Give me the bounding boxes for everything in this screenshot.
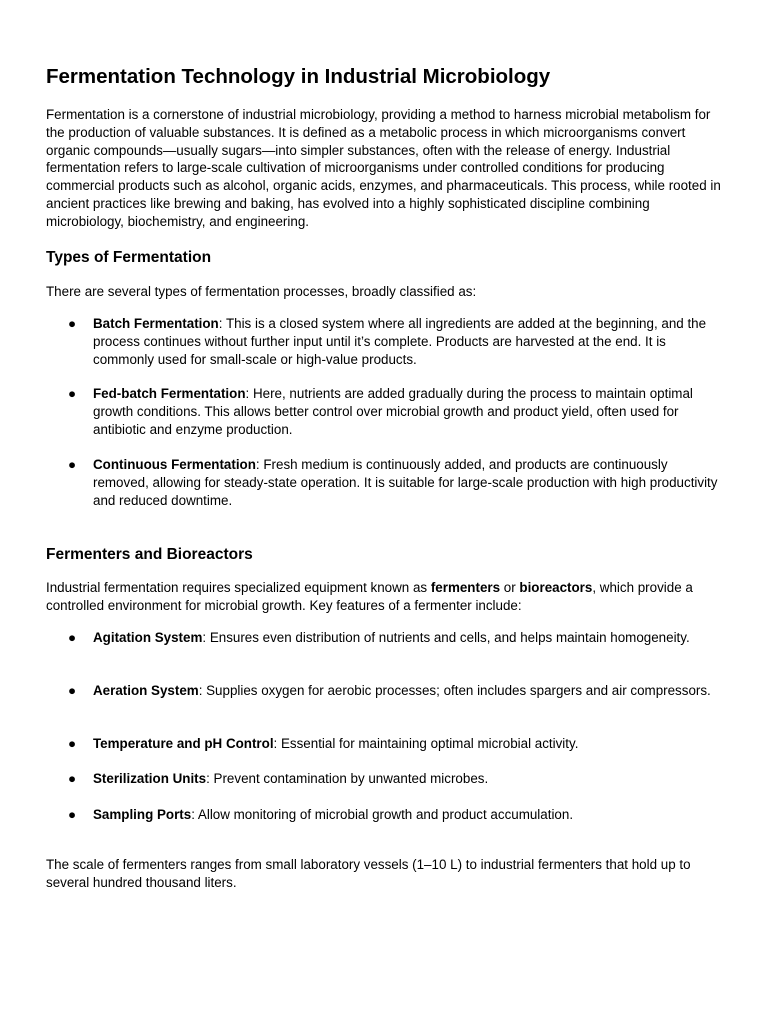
list-item-term: Aeration System: [93, 683, 199, 698]
list-item-term: Sampling Ports: [93, 807, 192, 822]
bullet-icon: ●: [68, 683, 77, 698]
bullet-icon: ●: [68, 736, 77, 751]
list-item-term: Agitation System: [93, 630, 203, 645]
list-item-desc: : Supplies oxygen for aerobic processes; often includes spargers and air compressors.: [198, 683, 711, 698]
list-item: [46, 315, 722, 368]
list-item: [46, 770, 722, 788]
document-title: Fermentation Technology in Industrial Microbiology: [46, 65, 551, 88]
list-item-desc: : Prevent contamination by unwanted microbes.: [206, 771, 489, 786]
list-item-term: Sterilization Units: [93, 771, 207, 786]
fermenters-heading: Fermenters and Bioreactors: [46, 546, 253, 563]
list-item-desc: : Allow monitoring of microbial growth and product accumulation.: [191, 807, 574, 822]
list-item: [46, 456, 722, 509]
closing-paragraph: The scale of fermenters ranges from small laboratory vessels (1–10 L) to industrial fermenters that hold up to several hundred thousand liters.: [46, 857, 691, 890]
intro-paragraph: Fermentation is a cornerstone of industrial microbiology, providing a method to harness microbial metabolism for the production of valuable substances. It is defined as a metabolic process in which microorganisms convert organic compounds—usually sugars—into simpler substances, often with the release of energy. Industrial fermentation refers to large-scale cultivation of microorganisms under controlled conditions for producing commercial products such as alcohol, organic acids, enzymes, and pharmaceuticals. This process, while rooted in ancient practices like brewing and baking, has evolved into a highly sophisticated discipline combining microbiology, biochemistry, and engineering.: [46, 107, 721, 229]
list-item-term: Continuous Fermentation: [93, 457, 256, 472]
list-item: [46, 735, 722, 753]
list-item: [46, 682, 722, 700]
lead-term-fermenters: fermenters: [430, 580, 501, 595]
list-item-desc: : This is a closed system where all ingredients are added at the beginning, and the process continues without further input until it’s complete. Products are harvested at the end. It is commonly used for small-scale or high-value products.: [93, 316, 707, 367]
bullet-icon: ●: [68, 807, 77, 822]
list-item-term: Fed-batch Fermentation: [93, 386, 246, 401]
lead-text: Industrial fermentation requires specialized equipment known as: [46, 580, 431, 595]
list-item-desc: : Fresh medium is continuously added, and products are continuously removed, allowing for steady-state operation. It is suitable for large-scale production with high productivity and reduced downtime.: [93, 457, 718, 508]
types-lead: There are several types of fermentation processes, broadly classified as:: [46, 284, 477, 299]
list-item-term: Temperature and pH Control: [93, 736, 274, 751]
lead-text: or: [500, 580, 520, 595]
list-item-desc: : Essential for maintaining optimal microbial activity.: [273, 736, 579, 751]
list-item-term: Batch Fermentation: [93, 316, 219, 331]
list-item: [46, 385, 722, 438]
bullet-icon: ●: [68, 457, 77, 472]
bullet-icon: ●: [68, 316, 77, 331]
lead-text: , which provide a controlled environment for microbial growth. Key features of a fermenter include:: [46, 580, 693, 613]
list-item-desc: : Here, nutrients are added gradually during the process to maintain optimal growth conditions. This allows better control over microbial growth and product yield, often used for antibiotic and enzyme production.: [93, 386, 693, 437]
list-item: [46, 806, 722, 824]
list-item: [46, 629, 722, 647]
types-heading: Types of Fermentation: [46, 249, 212, 266]
lead-term-bioreactors: bioreactors: [519, 580, 593, 595]
bullet-icon: ●: [68, 630, 77, 645]
fermenters-lead: [46, 579, 722, 615]
bullet-icon: ●: [68, 386, 77, 401]
bullet-icon: ●: [68, 771, 77, 786]
list-item-desc: : Ensures even distribution of nutrients and cells, and helps maintain homogeneity.: [202, 630, 690, 645]
